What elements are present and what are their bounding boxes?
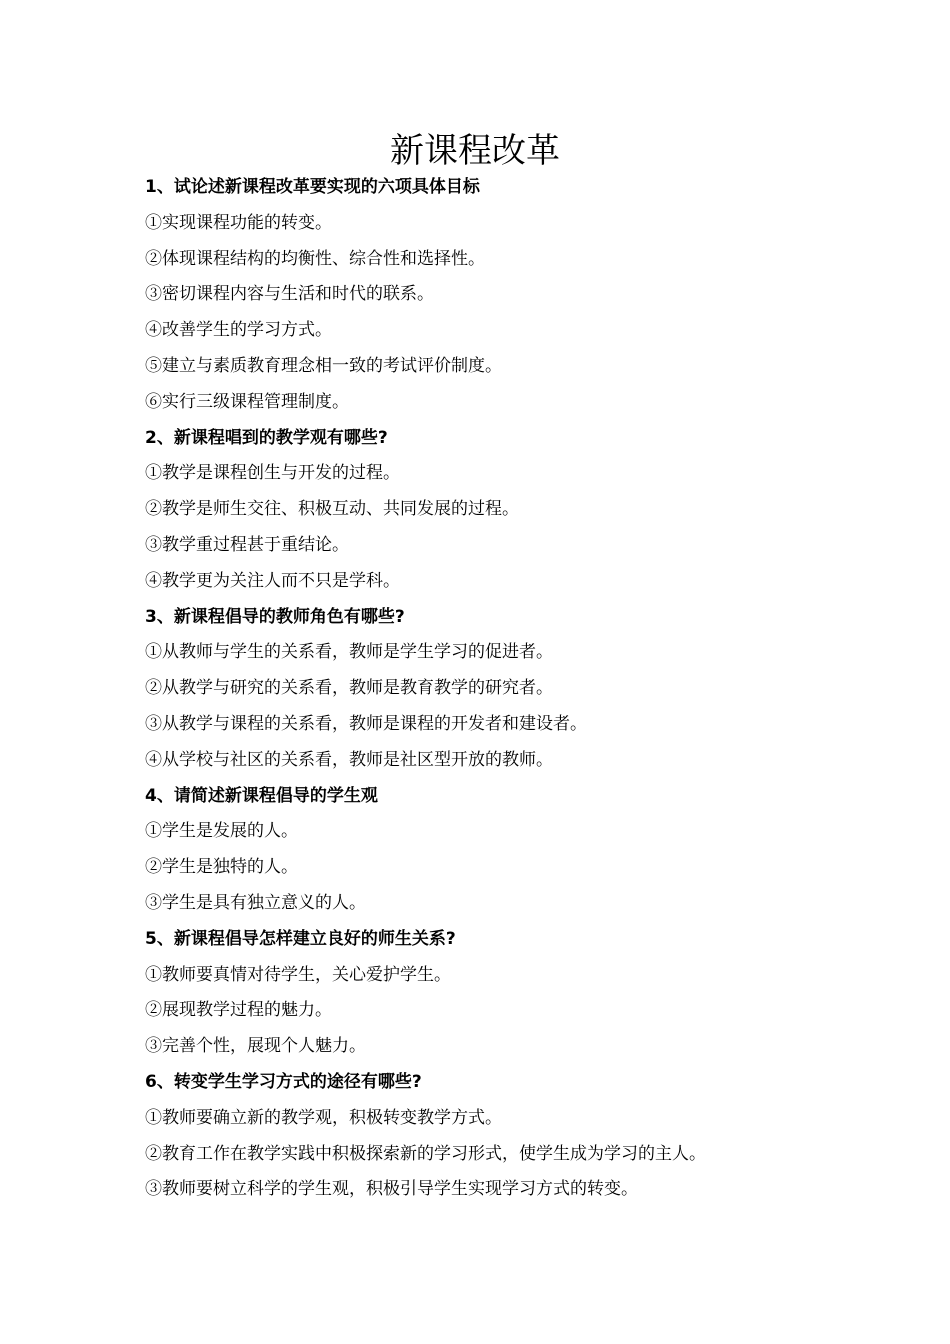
answer-item: ③学生是具有独立意义的人。 <box>145 892 366 913</box>
answer-item: ⑥实行三级课程管理制度。 <box>145 391 349 412</box>
answer-item: ③教师要树立科学的学生观，积极引导学生实现学习方式的转变。 <box>145 1179 638 1200</box>
answer-item: ②展现教学过程的魅力。 <box>145 1000 332 1021</box>
answer-item: ④教学更为关注人而不只是学科。 <box>145 570 400 591</box>
answer-item: ③教学重过程甚于重结论。 <box>145 534 349 555</box>
question-heading: 1、试论述新课程改革要实现的六项具体目标 <box>145 177 480 197</box>
answer-item: ③从教学与课程的关系看，教师是课程的开发者和建设者。 <box>145 713 587 734</box>
section-5 <box>145 922 925 1065</box>
answer-item: ④改善学生的学习方式。 <box>145 320 332 341</box>
answer-item: ①实现课程功能的转变。 <box>145 212 332 233</box>
answer-item: ③完善个性，展现个人魅力。 <box>145 1036 366 1057</box>
document-body <box>145 170 925 1208</box>
question-heading: 3、新课程倡导的教师角色有哪些? <box>145 606 405 627</box>
question-heading: 5、新课程倡导怎样建立良好的师生关系? <box>145 928 456 949</box>
question-heading: 6、转变学生学习方式的途径有哪些? <box>145 1071 422 1092</box>
answer-item: ③密切课程内容与生活和时代的联系。 <box>145 284 434 305</box>
answer-item: ①从教师与学生的关系看，教师是学生学习的促进者。 <box>145 642 553 663</box>
section-4 <box>145 779 925 922</box>
answer-item: ①教师要确立新的教学观，积极转变教学方式。 <box>145 1107 502 1128</box>
answer-item: ②教育工作在教学实践中积极探索新的学习形式，使学生成为学习的主人。 <box>145 1143 706 1164</box>
answer-item: ①学生是发展的人。 <box>145 821 298 842</box>
section-1 <box>145 170 925 421</box>
question-heading: 4、请简述新课程倡导的学生观 <box>145 785 378 806</box>
answer-item: ④从学校与社区的关系看，教师是社区型开放的教师。 <box>145 749 553 770</box>
answer-item: ⑤建立与素质教育理念相一致的考试评价制度。 <box>145 355 502 376</box>
section-3 <box>145 600 925 779</box>
answer-item: ②从教学与研究的关系看，教师是教育教学的研究者。 <box>145 678 553 699</box>
section-2 <box>145 421 925 600</box>
page-title: 新课程改革 <box>390 131 560 171</box>
answer-item: ①教学是课程创生与开发的过程。 <box>145 463 400 484</box>
answer-item: ②学生是独特的人。 <box>145 857 298 878</box>
answer-item: ②体现课程结构的均衡性、综合性和选择性。 <box>145 248 485 269</box>
question-heading: 2、新课程唱到的教学观有哪些? <box>145 427 388 448</box>
section-6 <box>145 1065 925 1208</box>
answer-item: ②教学是师生交往、积极互动、共同发展的过程。 <box>145 499 519 520</box>
answer-item: ①教师要真情对待学生，关心爱护学生。 <box>145 964 451 985</box>
